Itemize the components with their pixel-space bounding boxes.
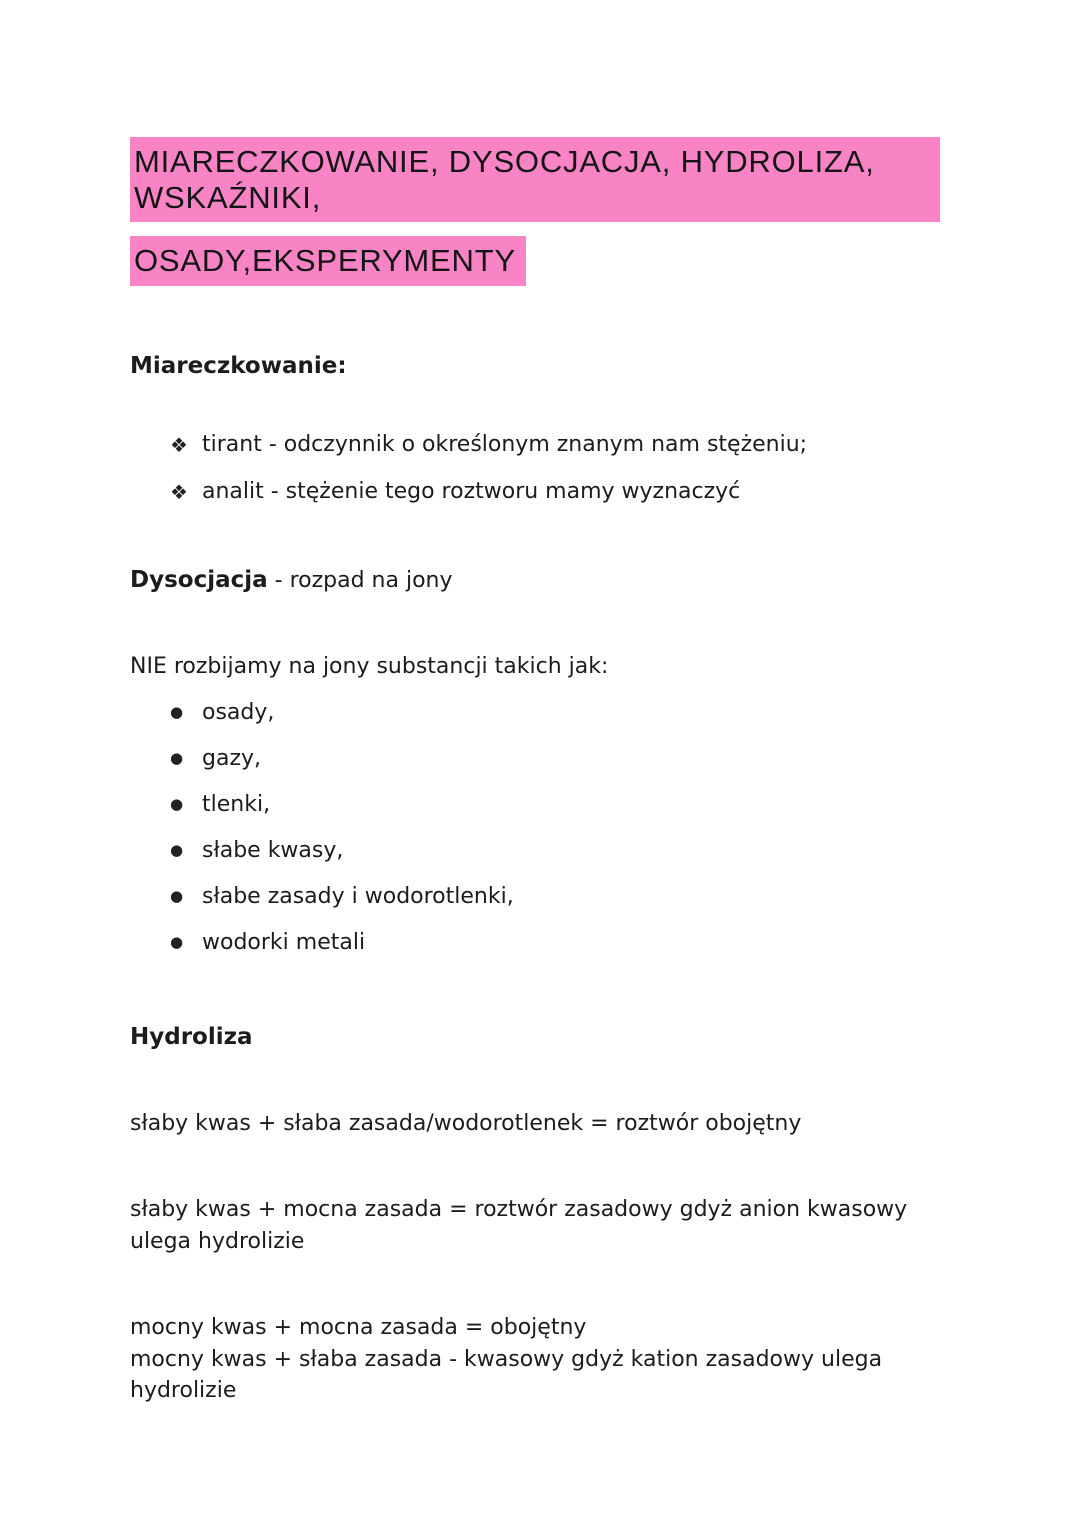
list-item-text: osady, <box>202 700 275 726</box>
list-item-text: słabe kwasy, <box>202 837 344 863</box>
list-item <box>170 881 940 913</box>
list-item <box>170 697 940 729</box>
list-item-text: wodorki metali <box>202 929 366 955</box>
title-highlight-line1: MIARECZKOWANIE, DYSOCJACJA, HYDROLIZA, WSKAŹNIKI, <box>130 137 940 222</box>
hydroliza-paragraph-3-line2: mocny kwas + słaba zasada - kwasowy gdyż kation zasadowy ulega hydrolizie <box>130 1346 883 1404</box>
list-item <box>170 927 940 959</box>
dot-bullet-icon: ● <box>170 749 184 768</box>
list-item <box>170 789 940 821</box>
dysocjacja-heading-bold: Dysocjacja <box>130 567 268 594</box>
list-item <box>170 835 940 867</box>
section-heading-hydroliza: Hydroliza <box>130 1023 253 1050</box>
dysocjacja-intro: NIE rozbijamy na jony substancji takich jak: <box>130 654 609 680</box>
dot-bullet-icon: ● <box>170 932 184 951</box>
title-highlight-line2: OSADY,EKSPERYMENTY <box>130 236 526 286</box>
list-item <box>170 743 940 775</box>
dot-bullet-icon: ● <box>170 795 184 814</box>
diamond-bullet-icon: ❖ <box>170 433 188 458</box>
dysocjacja-heading-rest: - rozpad na jony <box>267 568 453 594</box>
list-item <box>170 476 940 508</box>
section-heading-dysocjacja <box>130 564 940 597</box>
dot-bullet-icon: ● <box>170 840 184 859</box>
section-heading-miareczkowanie: Miareczkowanie: <box>130 352 347 379</box>
diamond-bullet-icon: ❖ <box>170 480 188 505</box>
dot-bullet-icon: ● <box>170 703 184 722</box>
list-item-text: słabe zasady i wodorotlenki, <box>202 883 514 909</box>
list-item-text: gazy, <box>202 746 262 772</box>
dysocjacja-list <box>170 697 940 958</box>
dot-bullet-icon: ● <box>170 886 184 905</box>
miareczkowanie-list <box>170 429 940 508</box>
hydroliza-paragraph-1: słaby kwas + słaba zasada/wodorotlenek = roztwór obojętny <box>130 1110 802 1136</box>
list-item <box>170 429 940 461</box>
hydroliza-paragraph-2: słaby kwas + mocna zasada = roztwór zasadowy gdyż anion kwasowy ulega hydrolizie <box>130 1196 908 1254</box>
list-item-text: tlenki, <box>202 792 271 818</box>
list-item-text: tirant - odczynnik o określonym znanym nam stężeniu; <box>202 432 808 458</box>
hydroliza-paragraph-3-line1: mocny kwas + mocna zasada = obojętny <box>130 1314 587 1340</box>
list-item-text: analit - stężenie tego roztworu mamy wyznaczyć <box>202 479 741 505</box>
page-content <box>130 137 940 1407</box>
page-title <box>130 137 940 286</box>
